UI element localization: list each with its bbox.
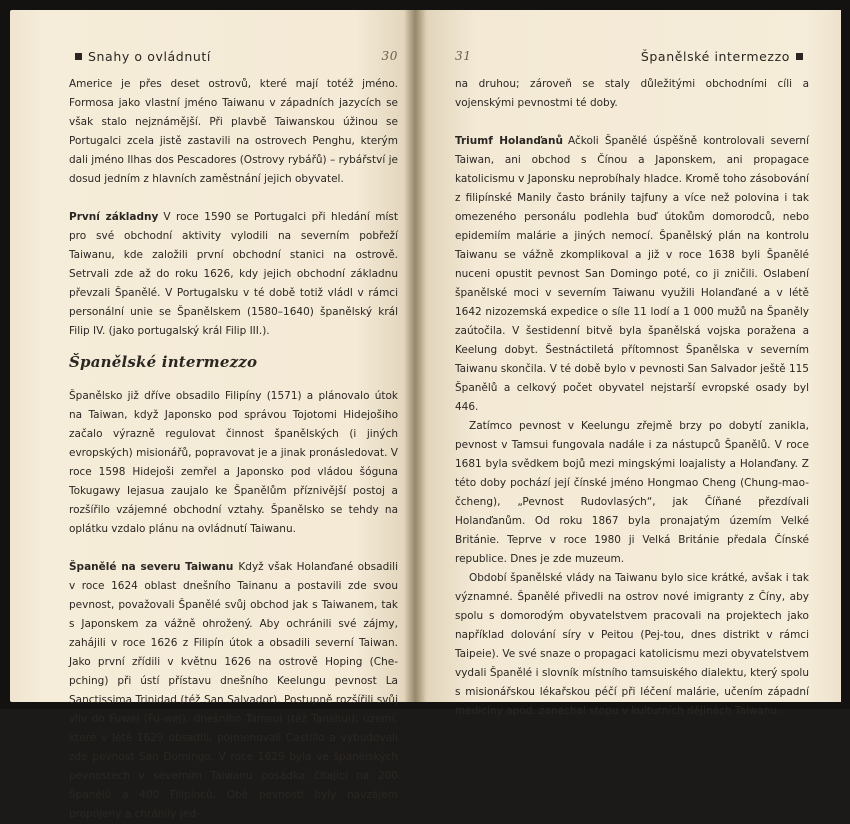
paragraph-north-taiwan [69, 558, 398, 824]
section-heading: Španělské intermezzo [69, 353, 258, 371]
paragraph-keelung: Zatímco pevnost v Keelungu zřejmě brzy po dobytí zanikla, pevnost v Tamsui fungovala nadále i za nástupců Španělů. V roce 1681 byla svědkem bojů mezi mingskými loajalisty a Holanďany. Z této doby pochází její čínské jméno Hongmao Cheng (Chung-mao-čcheng), „Pevnost Rudovlasých“, jak Číňané přezdívali Holanďanům. Od roku 1867 byla pronajatým územím Velké Británie. Teprve v roce 1980 ji Velká Británie předala Čínské republice. Dnes je zde muzeum. [455, 420, 809, 565]
left-running-head [69, 41, 398, 71]
runin-heading-triumph: Triumf Holanďanů [455, 135, 563, 147]
paragraph-spanish-period: Období španělské vlády na Taiwanu bylo sice krátké, avšak i tak významné. Španělé přivedli na ostrov nové imigranty z Číny, aby spolu s domorodým obyvatelstvem pracovali na projektech jako například dolování síry v Peitou (Pej-tou, dnes distrikt v rámci Taipeie). Ve své snaze o propagaci katolicismu mezi obyvatelstvem vydali Španělé i slovník místního tamsuiského dialektu, který spolu s misionářskou lékařskou péčí při léčení malárie, učením západní medicíny apod. zanechal stopu v kulturních dějinách Taiwanu. [455, 572, 809, 717]
right-running-head-text: Španělské intermezzo [640, 48, 790, 64]
left-running-head-title [69, 49, 211, 64]
runin-heading-north-taiwan: Španělé na severu Taiwanu [69, 561, 234, 573]
paragraph-spain: Španělsko již dříve obsadilo Filipíny (1571) a plánovalo útok na Taiwan, když Japonsko pod správou Tojotomi Hidejošiho začalo výrazně regulovat činnost španělských (i jiných evropských) misionářů, popravovat je a jinak pronásledovat. V roce 1598 Hidejoši zemřel a Japonsko pod vládou šóguna Tokugawy Iejasua zaujalo ke Španělům příznivější postoj a rozšířilo vzájemné obchodní vztahy. Španělsko se tehdy na oplátku vzdalo plánu na ovládnutí Taiwanu. [69, 390, 398, 535]
right-page-body [455, 75, 809, 721]
square-bullet-icon [796, 53, 803, 60]
paragraph-triumph-text: Ačkoli Španělé úspěšně kontrolovali severní Taiwan, ani obchod s Čínou a Japonskem, ani propagace katolicismu v Japonsku neprobíhaly hladce. Kromě toho zásobování z filipínské Manily často bránily tajfuny a více než polovina i tak omezeného personálu podlehla buď útokům domorodců, nebo epidemiím malárie a jiných nemocí. Španělský plán na kontrolu Taiwanu se vážně zkomplikoval a již v roce 1638 byli Španělé nuceni opustit pevnost San Domingo poté, co ji zničili. Oslabení španělské moci v severním Taiwanu využili Holanďané a v létě 1642 nizozemská expedice o síle 11 lodí a 1 000 mužů na Španěly zaútočila. V šestidenní bitvě byla španělská vojska poražena a Keelung dobyt. Šestnáctiletá přítomnost Španělska v severním Taiwanu skončila. V té době bylo v pevnosti San Salvador ještě 115 Španělů a celkový počet obyvatel nejstarší evropské osady byl 446. [455, 135, 809, 413]
right-running-head [455, 41, 809, 71]
left-page [10, 10, 416, 820]
paragraph-gap [69, 189, 398, 208]
paragraph-gap [69, 539, 398, 558]
paragraph-gap [455, 113, 809, 132]
paragraph-triumph [455, 132, 809, 417]
left-page-body [69, 75, 398, 824]
right-running-head-title [641, 49, 809, 64]
runin-heading-first-bases: První základny [69, 211, 159, 223]
paragraph-north-taiwan-text: Když však Holanďané obsadili v roce 1624 oblast dnešního Tainanu a postavili zde svou pevnost, považovali Španělé svůj obchod jak s Taiwanem, tak s Japonskem za vážně ohrožený. Aby ochránili své zájmy, zahájili v roce 1626 z Filipín útok a obsadili severní Taiwan. Jako první zřídili v květnu 1626 na ostrově Hoping (Che-pching) při ústí přístavu dnešního Keelungu pevnost La Sanctissima Trinidad (též San Salvador). Postupně rozšířili svůj vliv do Fuwei (Fu-wej), dnešního Tamsui (též Tanshui); území, které v létě 1629 obsadili, pojmenovali Castillo a vybudovali zde pevnost San Domingo. V roce 1629 byla ve španělských pevnostech v severním Taiwanu posádka čítající na 200 Španělů a 400 Filipínců. Obě pevnosti byly navzájem propojeny a chránily jed- [69, 561, 398, 820]
right-page [416, 10, 841, 717]
paragraph-first-bases [69, 208, 398, 341]
page-number-right: 31 [455, 49, 472, 63]
paragraph-continuation: na druhou; zároveň se staly důležitými obchodními cíli a vojenskými pevnostmi té doby. [455, 78, 809, 109]
paragraph-first-bases-text: V roce 1590 se Portugalci při hledání míst pro své obchodní aktivity vylodili na severním pobřeží Taiwanu, kde založili první obchodní stanici na ostrově. Setrvali zde až do roku 1626, kdy jejich obchodní základnu převzali Španělé. V Portugalsku v té době totiž vládl v rámci personální unie se Španělskem (1580–1640) španělský král Filip IV. (jako portugalský král Filip III.). [69, 211, 398, 337]
paragraph-continuation: Americe je přes deset ostrovů, které mají totéž jméno. Formosa jako vlastní jméno Taiwanu v západních jazycích se však stalo nejznámější. Při plavbě Taiwanskou úžinou se Portugalci zcela jistě zastavili na ostrovech Penghu, kterým dali jméno Ilhas dos Pescadores (Ostrovy rybářů) – rybářství je dosud jedním z hlavních zaměstnání jejich obyvatel. [69, 78, 398, 185]
page-number-left: 30 [381, 49, 398, 63]
left-running-head-text: Snahy o ovládnutí [88, 48, 211, 64]
square-bullet-icon [75, 53, 82, 60]
